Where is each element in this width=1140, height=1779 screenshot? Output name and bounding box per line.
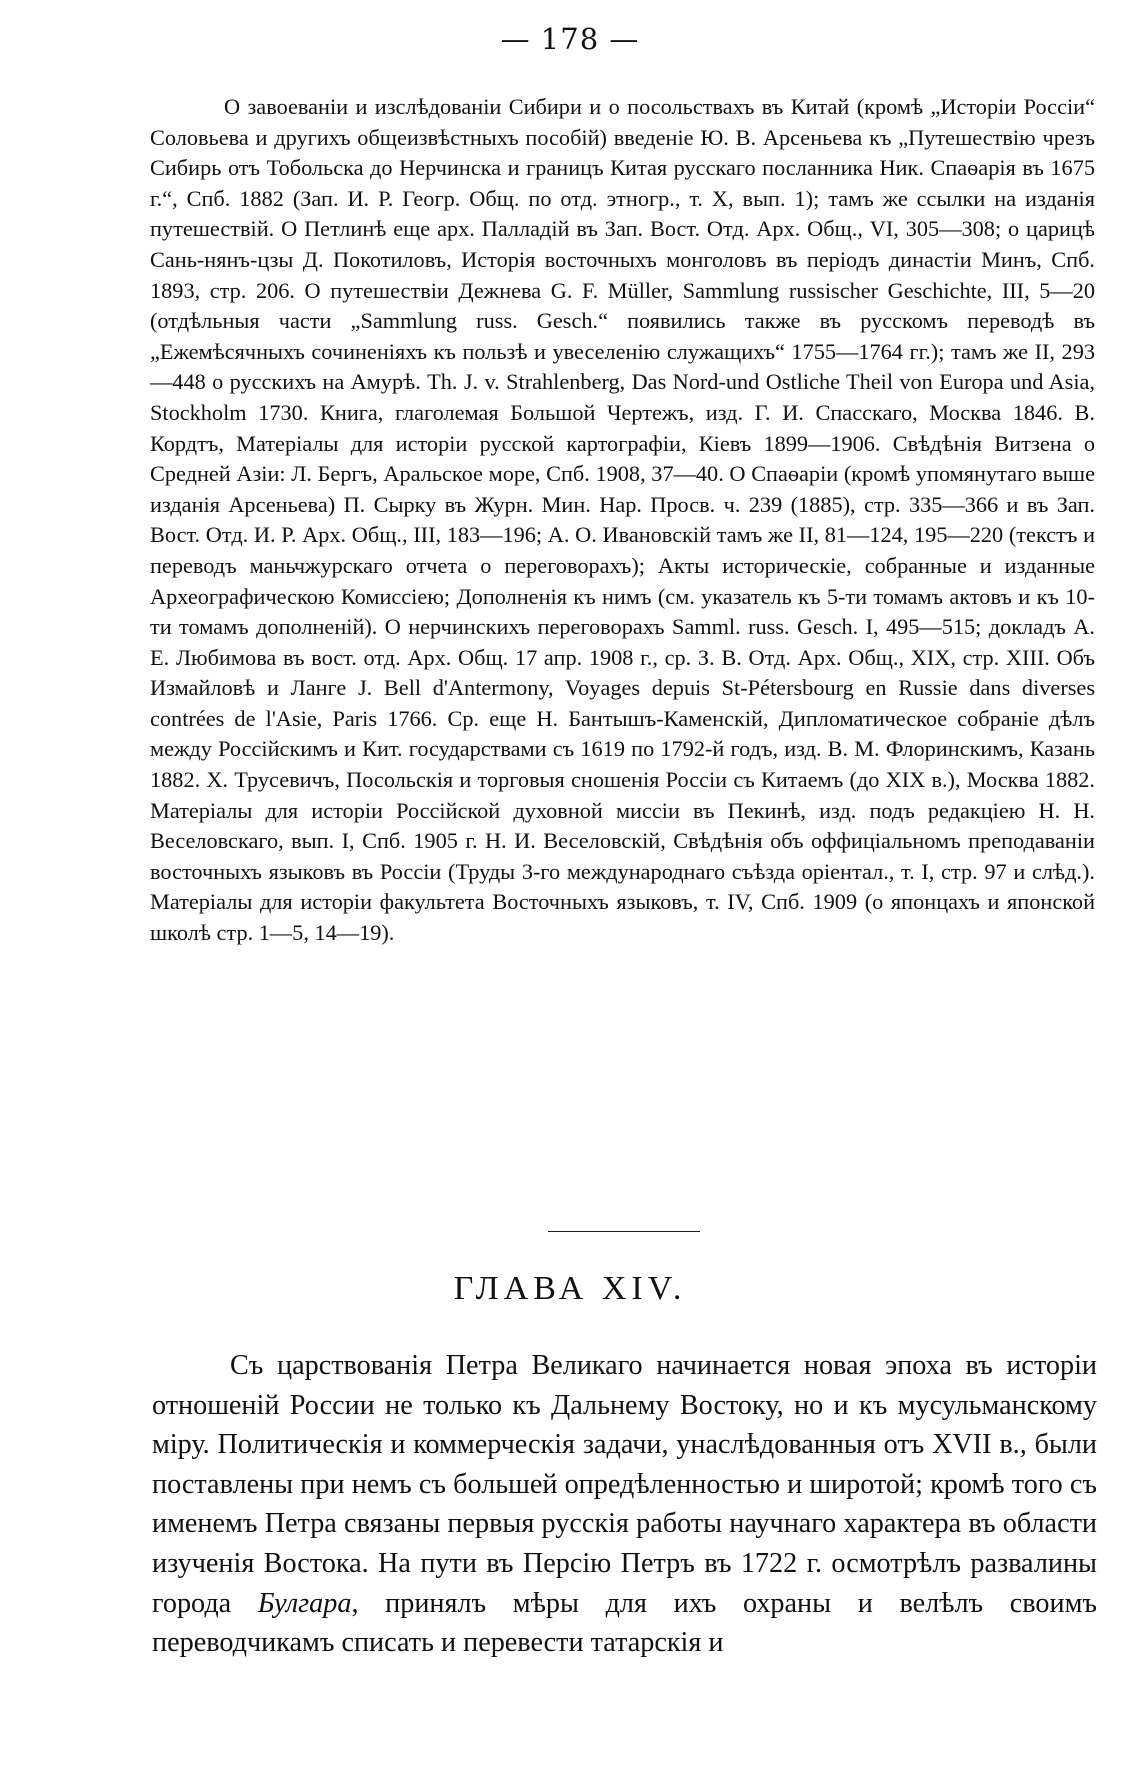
chapter-heading: ГЛАВА XIV. (453, 1270, 687, 1307)
bibliography-paragraph: О завоеваніи и изслѣдованіи Сибири и о посольствахъ въ Китай (кромѣ „Исторіи Россіи“ Соловьева и другихъ общеизвѣстныхъ пособій) введеніе Ю. В. Арсеньева къ „Путешествію чрезъ Сибирь отъ Тобольска до Нерчинска и границъ Китая русскаго посланника Ник. Спаѳарія въ 1675 г.“, Спб. 1882 (Зап. И. Р. Геогр. Общ. по отд. этногр., т. X, вып. 1); тамъ же ссылки на изданія путешествій. О Петлинѣ еще арх. Палладій въ Зап. Вост. Отд. Арх. Общ., VI, 305—308; о царицѣ Сань-нянъ-цзы Д. Покотиловъ, Исторія восточныхъ монголовъ въ періодъ династіи Минъ, Спб. 1893, стр. 206. О путешествіи Дежнева G. F. Müller, Sammlung russischer Geschichte, III, 5—20 (отдѣльныя части „Sammlung russ. Gesch.“ появились также въ русскомъ переводѣ въ „Ежемѣсячныхъ сочиненіяхъ къ пользѣ и увеселенію служащихъ“ 1755—1764 гг.); тамъ же II, 293—448 о русскихъ на Амурѣ. Th. J. v. Strahlenberg, Das Nord-und Ostliche Theil von Europa und Asia, Stockholm 1730. Книга, глаголемая Большой Чертежъ, изд. Г. И. Спасскаго, Москва 1846. В. Кордтъ, Матеріалы для исторіи русской картографіи, Кіевъ 1899—1906. Свѣдѣнія Витзена о Средней Азіи: Л. Бергъ, Аральское море, Спб. 1908, 37—40. О Спаѳаріи (кромѣ упомянутаго выше изданія Арсеньева) П. Сырку въ Журн. Мин. Нар. Просв. ч. 239 (1885), стр. 335—366 и въ Зап. Вост. Отд. И. Р. Арх. Общ., III, 183—196; А. О. Ивановскій тамъ же II, 81—124, 195—220 (текстъ и переводъ маньчжурскаго отчета о переговорахъ); Акты историческіе, собранные и изданные Археографическою Комиссіею; Дополненія къ нимъ (см. указатель къ 5-ти томамъ актовъ и къ 10-ти томамъ дополненій). О нерчинскихъ переговорахъ Samml. russ. Gesch. I, 495—515; докладъ А. Е. Любимова въ вост. отд. Арх. Общ. 17 апр. 1908 г., ср. З. В. Отд. Арх. Общ., XIX, стр. XIII. Объ Измайловѣ и Ланге J. Bell d'Antermony, Voyages depuis St-Pétersbourg en Russie dans diverses contrées de l'Asie, Paris 1766. Ср. еще Н. Бантышъ-Каменскій, Дипломатическое собраніе дѣлъ между Россійскимъ и Кит. государствами съ 1619 по 1792-й годъ, изд. В. М. Флоринскимъ, Казань 1882. X. Трусевичъ, Посольскія и торговыя сношенія Россіи съ Китаемъ (до XIX в.), Москва 1882. Матеріалы для исторіи Россійской духовной миссіи въ Пекинѣ, изд. подъ редакціею Н. Н. Веселовскаго, вып. I, Спб. 1905 г. Н. И. Веселовскій, Свѣдѣнія объ оффиціальномъ преподаваніи восточныхъ языковъ въ Россіи (Труды 3-го международнаго съѣзда оріентал., т. I, стр. 97 и слѣд.). Матеріалы для исторіи факультета Восточныхъ языковъ, т. IV, Спб. 1909 (о японцахъ и японской школѣ стр. 1—5, 14—19). (150, 94, 1095, 946)
chapter-body (152, 1346, 1097, 1663)
city-name-italic: Булгара (257, 1587, 352, 1619)
body-text-part-1: Съ царствованія Петра Великаго начинается новая эпоха въ исторіи отношеній России не только къ Дальнему Востоку, но и къ мусульманскому міру. Политическія и коммерческія задачи, унаслѣдованныя отъ XVII в., были поставлены при немъ съ большей опредѣленностью и широтой; кромѣ того съ именемъ Петра связаны первыя русскія работы научнаго характера въ области изученія Востока. На пути въ Персію Петръ въ 1722 г. осмотрѣлъ развалины города (152, 1350, 1097, 1619)
body-text-part-2: , принялъ мѣры для ихъ охраны и велѣлъ своимъ переводчикамъ списать и перевести татарскія и (152, 1587, 1097, 1659)
section-divider (548, 1231, 700, 1232)
body-paragraph (152, 1346, 1097, 1663)
page-number: — 178 — (500, 22, 640, 56)
bibliography-notes (150, 92, 1095, 949)
